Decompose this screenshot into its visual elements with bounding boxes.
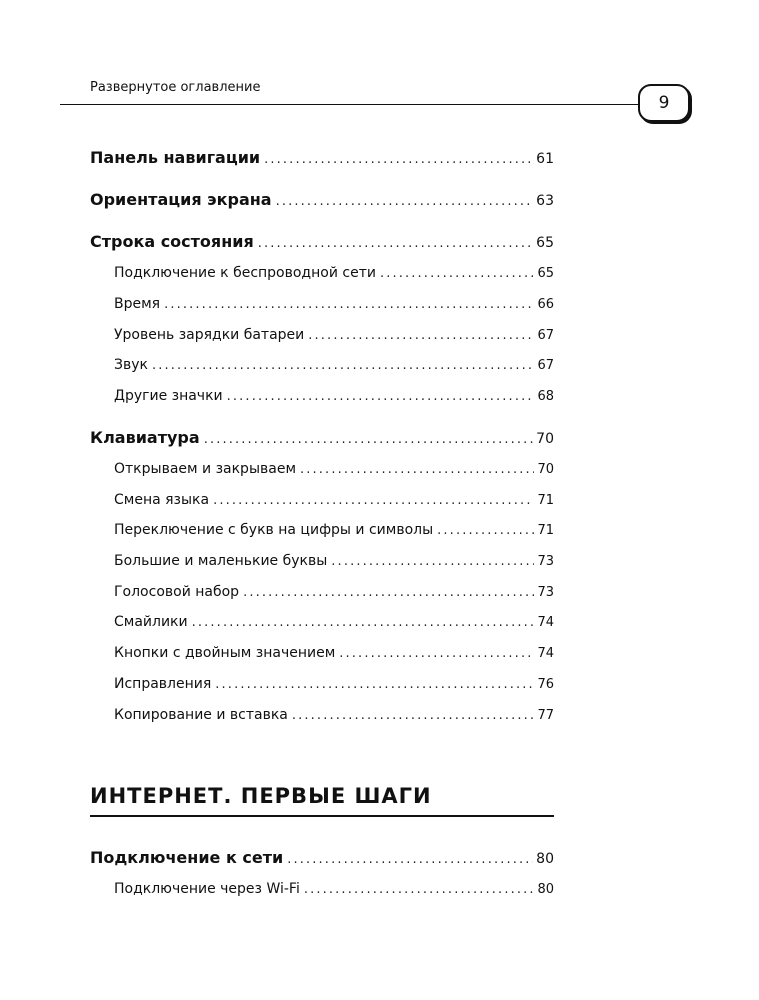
dot-leader [243,585,534,600]
toc-entry-page: 63 [536,193,554,209]
toc-entry-label: Ориентация экрана [90,190,272,209]
toc-entry-label: Строка состояния [90,232,254,251]
toc-entry-page: 65 [536,235,554,251]
toc-subentry[interactable] [114,327,554,347]
dot-leader [192,615,535,630]
dot-leader [204,432,533,447]
toc-subentry[interactable] [114,676,554,696]
toc-entry-page: 67 [537,358,554,373]
toc-entry-page: 80 [537,882,554,897]
toc-subentry[interactable] [114,614,554,634]
toc-subentry[interactable] [114,707,554,727]
dot-leader [304,882,535,897]
toc-entry-page: 65 [537,266,554,281]
toc-entry-page: 74 [537,646,554,661]
toc-subentry[interactable] [114,461,554,481]
toc-entry-page: 76 [537,677,554,692]
toc-entry-page: 71 [537,523,554,538]
page-number-badge: 9 [638,84,690,122]
toc-entry-label: Кнопки с двойным значением [114,645,336,661]
running-head: Развернутое оглавление [90,80,261,95]
dot-leader [380,266,535,281]
toc-entry-page: 61 [536,151,554,167]
toc-entry-label: Подключение через Wi-Fi [114,881,300,897]
dot-leader [227,389,535,404]
toc-entry-page: 80 [536,851,554,867]
toc-entry-page: 71 [537,493,554,508]
toc-entry-label: Смена языка [114,492,210,508]
dot-leader [258,236,533,251]
toc-subentry[interactable] [114,265,554,285]
toc-entry-page: 70 [536,431,554,447]
toc-entry-label: Копирование и вставка [114,707,288,723]
toc-entry-label: Открываем и закрываем [114,461,296,477]
toc-entry-label: Голосовой набор [114,584,240,600]
dot-leader [164,297,534,312]
toc-entry[interactable] [90,232,554,254]
toc-subentry[interactable] [114,492,554,512]
dot-leader [292,708,535,723]
toc-entry-label: Большие и маленькие буквы [114,553,328,569]
toc-subentry[interactable] [114,522,554,542]
section-heading: ИНТЕРНЕТ. ПЕРВЫЕ ШАГИ [90,784,432,808]
toc-entry-label: Другие значки [114,388,223,404]
toc-entry[interactable] [90,190,554,212]
dot-leader [264,152,533,167]
dot-leader [287,852,533,867]
toc-entry-page: 68 [537,389,554,404]
toc-entry-label: Время [114,296,161,312]
dot-leader [331,554,534,569]
dot-leader [437,523,534,538]
toc-entry-label: Клавиатура [90,428,200,447]
toc-subentry[interactable] [114,388,554,408]
dot-leader [152,358,534,373]
toc-entry-page: 73 [537,554,554,569]
dot-leader [213,493,534,508]
toc-entry-page: 74 [537,615,554,630]
toc-entry-page: 67 [537,328,554,343]
dot-leader [339,646,534,661]
toc-entry-label: Панель навигации [90,148,261,167]
toc-subentry[interactable] [114,357,554,377]
dot-leader [308,328,534,343]
toc-entry-label: Подключение к сети [90,848,284,867]
toc-entry-label: Уровень зарядки батареи [114,327,305,343]
section-rule [90,815,554,817]
toc-entry-page: 73 [537,585,554,600]
toc-entry-label: Смайлики [114,614,188,630]
toc-entry-label: Подключение к беспроводной сети [114,265,376,281]
dot-leader [215,677,534,692]
toc-subentry[interactable] [114,584,554,604]
toc-entry-label: Звук [114,357,148,373]
toc-entry-page: 66 [537,297,554,312]
toc-subentry[interactable] [114,645,554,665]
toc-entry[interactable] [90,428,554,450]
toc-subentry[interactable] [114,553,554,573]
toc-entry-page: 77 [537,708,554,723]
toc-entry-label: Исправления [114,676,212,692]
dot-leader [276,194,534,209]
toc-entry[interactable] [90,148,554,170]
toc-subentry[interactable] [114,881,554,901]
header-rule [60,104,642,105]
toc-entry-page: 70 [537,462,554,477]
toc-subentry[interactable] [114,296,554,316]
toc-entry[interactable] [90,848,554,870]
toc-entry-label: Переключение с букв на цифры и символы [114,522,434,538]
dot-leader [300,462,534,477]
